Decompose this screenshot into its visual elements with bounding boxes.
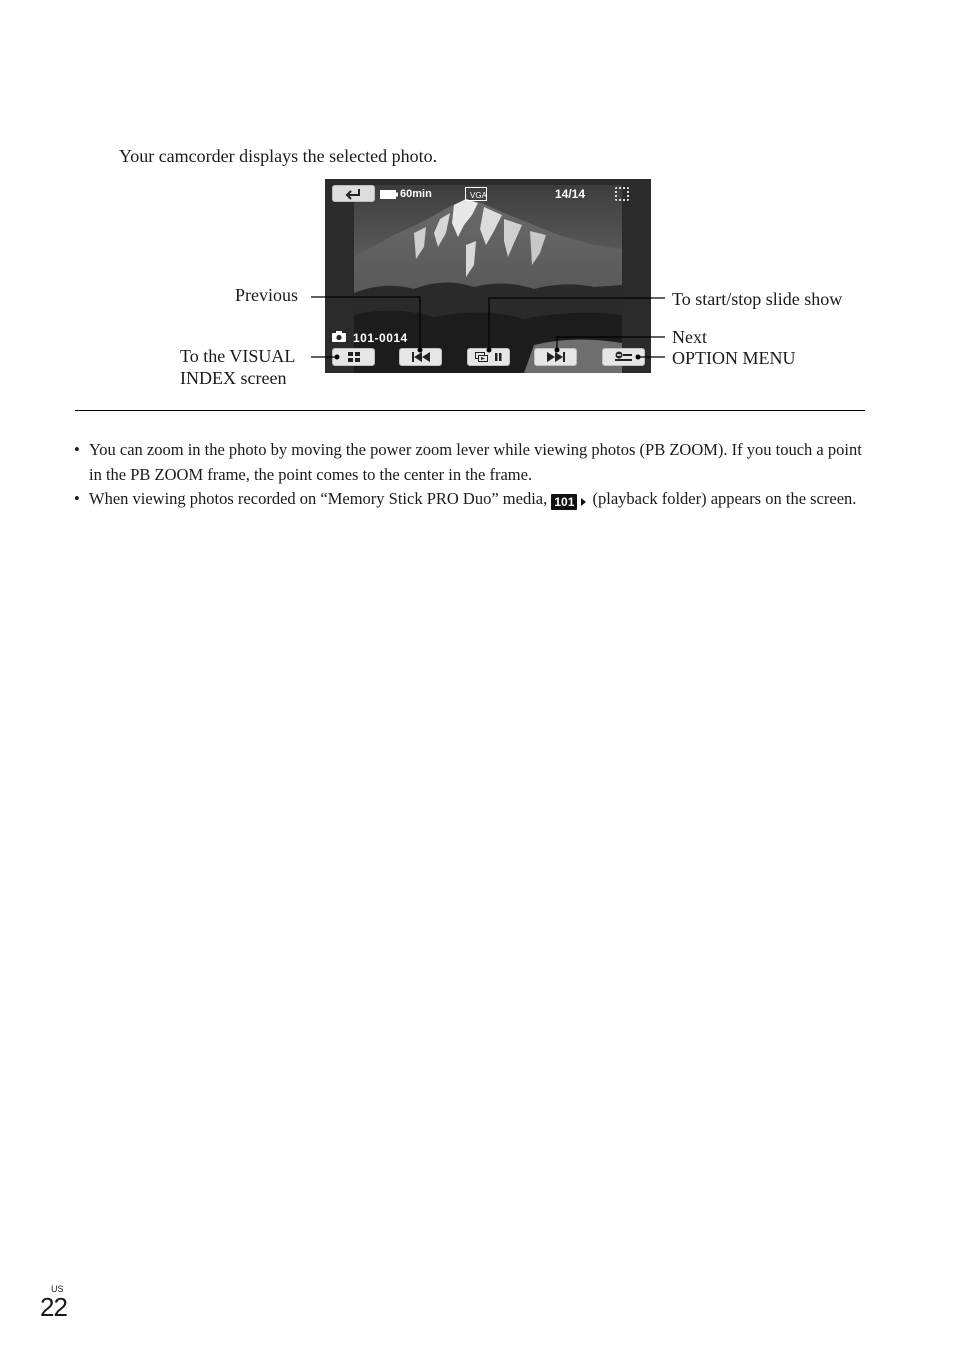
option-menu-label: OPTION MENU: [672, 348, 796, 368]
vga-size-icon: VGA: [465, 187, 487, 201]
next-label: Next: [672, 327, 707, 347]
visual-index-label: [180, 345, 295, 389]
slideshow-label: To start/stop slide show: [672, 289, 843, 309]
note-text: When viewing photos recorded on “Memory Stick PRO Duo” media,: [89, 489, 548, 508]
note-item: [72, 487, 872, 512]
note-item: [72, 438, 872, 487]
folder-number: 101: [551, 494, 577, 510]
callout-lines: [0, 0, 954, 420]
section-divider: [75, 410, 865, 411]
previous-label: Previous: [235, 285, 298, 305]
triangle-right-icon: [580, 497, 588, 507]
notes-list: [72, 438, 872, 512]
file-number: 101-0014: [353, 331, 408, 345]
intro-text: Your camcorder displays the selected photo.: [119, 146, 438, 166]
note-text: (playback folder) appears on the screen.: [592, 489, 857, 508]
photo-counter: 14/14: [555, 187, 586, 201]
region-tag: US: [51, 1284, 64, 1294]
visual-index-label-line1: To the VISUAL: [180, 346, 296, 366]
visual-index-label-line2: INDEX screen: [180, 368, 287, 388]
note-text: You can zoom in the photo by moving the power zoom lever while viewing photos (PB ZOOM). If you touch a point in the PB ZOOM frame, the point comes to the center in the frame.: [89, 440, 862, 484]
page-number: 22: [40, 1292, 67, 1322]
playback-folder-icon: [551, 494, 588, 510]
battery-time: 60min: [400, 188, 432, 200]
